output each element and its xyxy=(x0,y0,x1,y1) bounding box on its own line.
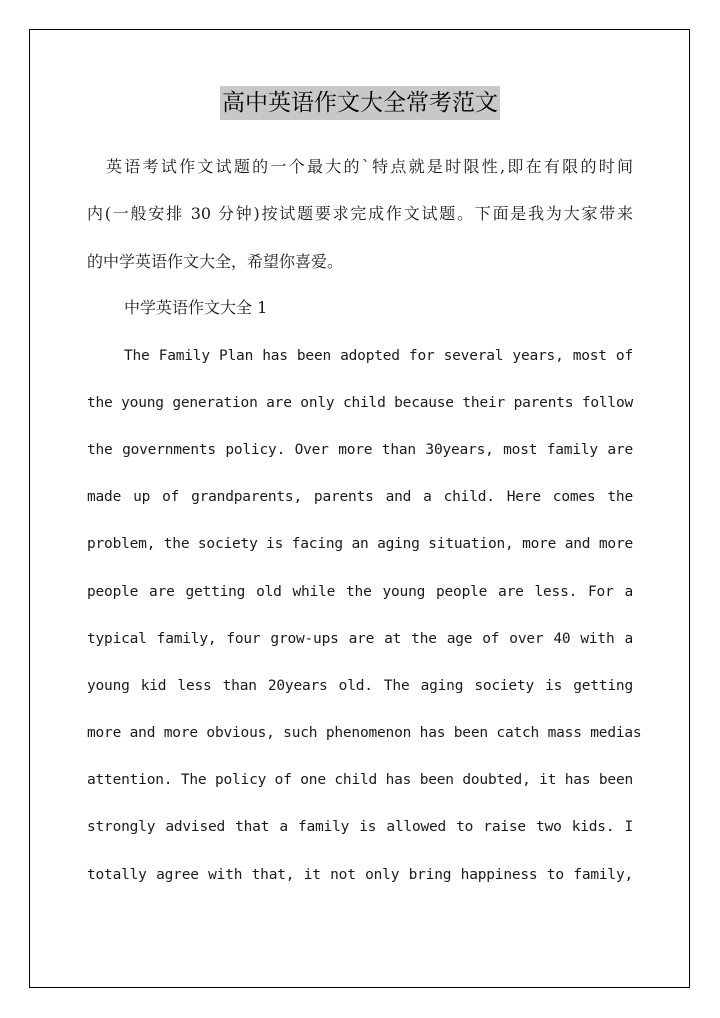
essay-line-12: totally agree with that, it not only bring happiness to family, xyxy=(87,867,633,883)
essay-line-7: typical family, four grow-ups are at the age of over 40 with a xyxy=(87,631,633,647)
essay-line-6: people are getting old while the young people are less. For a xyxy=(87,584,633,600)
essay-line-1: The Family Plan has been adopted for several years, most of xyxy=(124,348,633,364)
essay-line-11: strongly advised that a family is allowed to raise two kids. I xyxy=(87,819,633,835)
intro-line-1: 英语考试作文试题的一个最大的`特点就是时限性,即在有限的时间 xyxy=(106,157,633,176)
essay-line-2: the young generation are only child because their parents follow xyxy=(87,395,633,411)
document-title: 高中英语作文大全常考范文 xyxy=(220,86,500,120)
section-heading: 中学英语作文大全 1 xyxy=(124,298,268,317)
essay-line-5: problem, the society is facing an aging situation, more and more xyxy=(87,536,633,552)
essay-line-3: the governments policy. Over more than 30years, most family are xyxy=(87,442,633,458)
essay-line-10: attention. The policy of one child has been doubted, it has been xyxy=(87,772,633,788)
essay-line-4: made up of grandparents, parents and a child. Here comes the xyxy=(87,489,633,505)
intro-line-2: 内(一般安排 30 分钟)按试题要求完成作文试题。下面是我为大家带来 xyxy=(87,204,633,223)
title-container xyxy=(0,86,720,120)
intro-line-3: 的中学英语作文大全，希望你喜爱。 xyxy=(87,252,344,271)
essay-line-8: young kid less than 20years old. The aging society is getting xyxy=(87,678,633,694)
essay-line-9: more and more obvious, such phenomenon has been catch mass medias xyxy=(87,725,642,741)
